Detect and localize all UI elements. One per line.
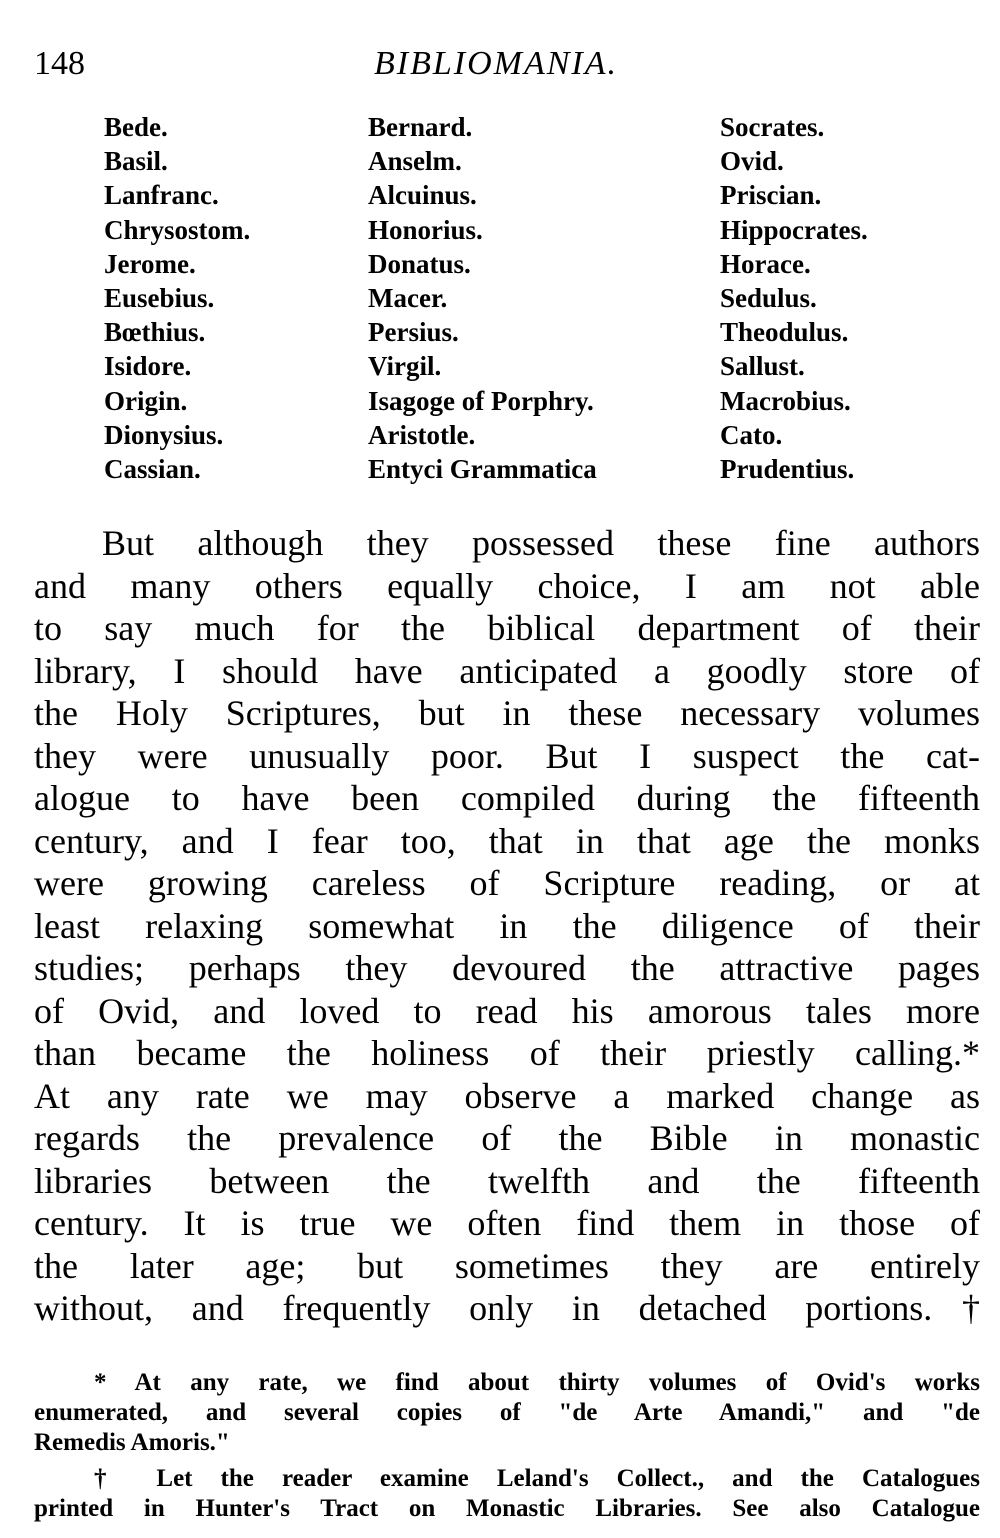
running-head xyxy=(34,42,980,86)
author-entry: Dionysius. xyxy=(104,419,224,450)
author-entry: Bede. xyxy=(104,112,168,142)
author-entry: Alcuinus. xyxy=(368,180,477,211)
author-entry: Horace. xyxy=(720,248,811,279)
author-entry: Macer. xyxy=(368,283,448,314)
author-entry: Jerome. xyxy=(104,248,196,279)
footnotes xyxy=(34,1368,980,1524)
body-line: without, and frequently only in detached portions.† xyxy=(34,1288,980,1328)
author-catalogue xyxy=(104,110,934,490)
author-entry: Chrysostom. xyxy=(104,214,251,245)
author-entry: Donatus. xyxy=(368,248,471,279)
author-entry: Sedulus. xyxy=(720,283,817,314)
body-line: century, and I fear too, that in that age the monks xyxy=(34,820,980,861)
body-line: alogue to have been compiled during the fifteenth xyxy=(34,778,980,818)
author-column-1 xyxy=(104,110,250,486)
body-line: and many others equally choice, I am not able xyxy=(34,565,980,606)
author-entry: Isagoge of Porphry. xyxy=(368,385,594,416)
body-line: least relaxing somewhat in the diligence of their xyxy=(34,905,980,946)
author-entry: Bernard. xyxy=(368,112,473,142)
author-entry: Entyci Grammatica xyxy=(368,454,597,485)
body-line: than became the holiness of their priestly calling.* xyxy=(34,1033,980,1073)
author-entry: Prudentius. xyxy=(720,454,855,485)
footnote-line: Remedis Amoris." xyxy=(34,1429,230,1456)
body-line: to say much for the biblical department of their xyxy=(34,608,980,648)
body-line: the later age; but sometimes they are entirely xyxy=(34,1245,980,1286)
author-entry: Aristotle. xyxy=(368,419,476,450)
body-line: they were unusually poor. But I suspect the cat- xyxy=(34,735,980,776)
body-line: studies; perhaps they devoured the attractive pages xyxy=(34,948,980,988)
body-line: the Holy Scriptures, but in these necessary volumes xyxy=(34,693,980,733)
author-column-2 xyxy=(368,110,597,486)
author-entry: Anselm. xyxy=(368,146,462,177)
footnote-asterisk xyxy=(34,1368,980,1458)
author-entry: Sallust. xyxy=(720,351,805,382)
footnote-line: † Let the reader examine Leland's Collect., and the Catalogues xyxy=(94,1465,980,1492)
footnote-dagger xyxy=(34,1464,980,1524)
author-entry: Macrobius. xyxy=(720,385,851,416)
author-entry: Hippocrates. xyxy=(720,214,868,245)
author-entry: Cassian. xyxy=(104,454,201,485)
body-line: regards the prevalence of the Bible in monastic xyxy=(34,1118,980,1158)
body-line: were growing careless of Scripture reading, or at xyxy=(34,863,980,903)
author-entry: Virgil. xyxy=(368,351,442,382)
footnote-line: * At any rate, we find about thirty volumes of Ovid's works xyxy=(94,1369,980,1396)
body-line: libraries between the twelfth and the fifteenth xyxy=(34,1160,980,1201)
footnote-line: printed in Hunter's Tract on Monastic Libraries. See also Catalogue xyxy=(34,1495,980,1522)
body-line: library, I should have anticipated a goodly store of xyxy=(34,650,980,691)
page-number: 148 xyxy=(34,45,85,82)
body-line: But although they possessed these fine authors xyxy=(102,523,980,563)
author-column-3 xyxy=(720,110,868,486)
author-entry: Priscian. xyxy=(720,180,822,211)
running-title: BIBLIOMANIA. xyxy=(374,45,619,82)
author-entry: Socrates. xyxy=(720,112,825,142)
body-line: of Ovid, and loved to read his amorous tales more xyxy=(34,990,980,1031)
author-entry: Isidore. xyxy=(104,351,192,382)
author-entry: Eusebius. xyxy=(104,283,215,314)
author-entry: Bœthius. xyxy=(104,317,206,348)
body-line: At any rate we may observe a marked change as xyxy=(34,1075,980,1116)
body-line: century. It is true we often find them in those of xyxy=(34,1203,980,1243)
footnote-line: enumerated, and several copies of "de Arte Amandi," and "de xyxy=(34,1399,980,1426)
author-entry: Lanfranc. xyxy=(104,180,219,211)
author-entry: Cato. xyxy=(720,419,783,450)
author-entry: Ovid. xyxy=(720,146,784,177)
author-entry: Basil. xyxy=(104,146,168,177)
author-entry: Persius. xyxy=(368,317,459,348)
author-entry: Theodulus. xyxy=(720,317,849,348)
author-entry: Honorius. xyxy=(368,214,483,245)
author-entry: Origin. xyxy=(104,385,188,416)
body-paragraph xyxy=(34,522,980,1330)
